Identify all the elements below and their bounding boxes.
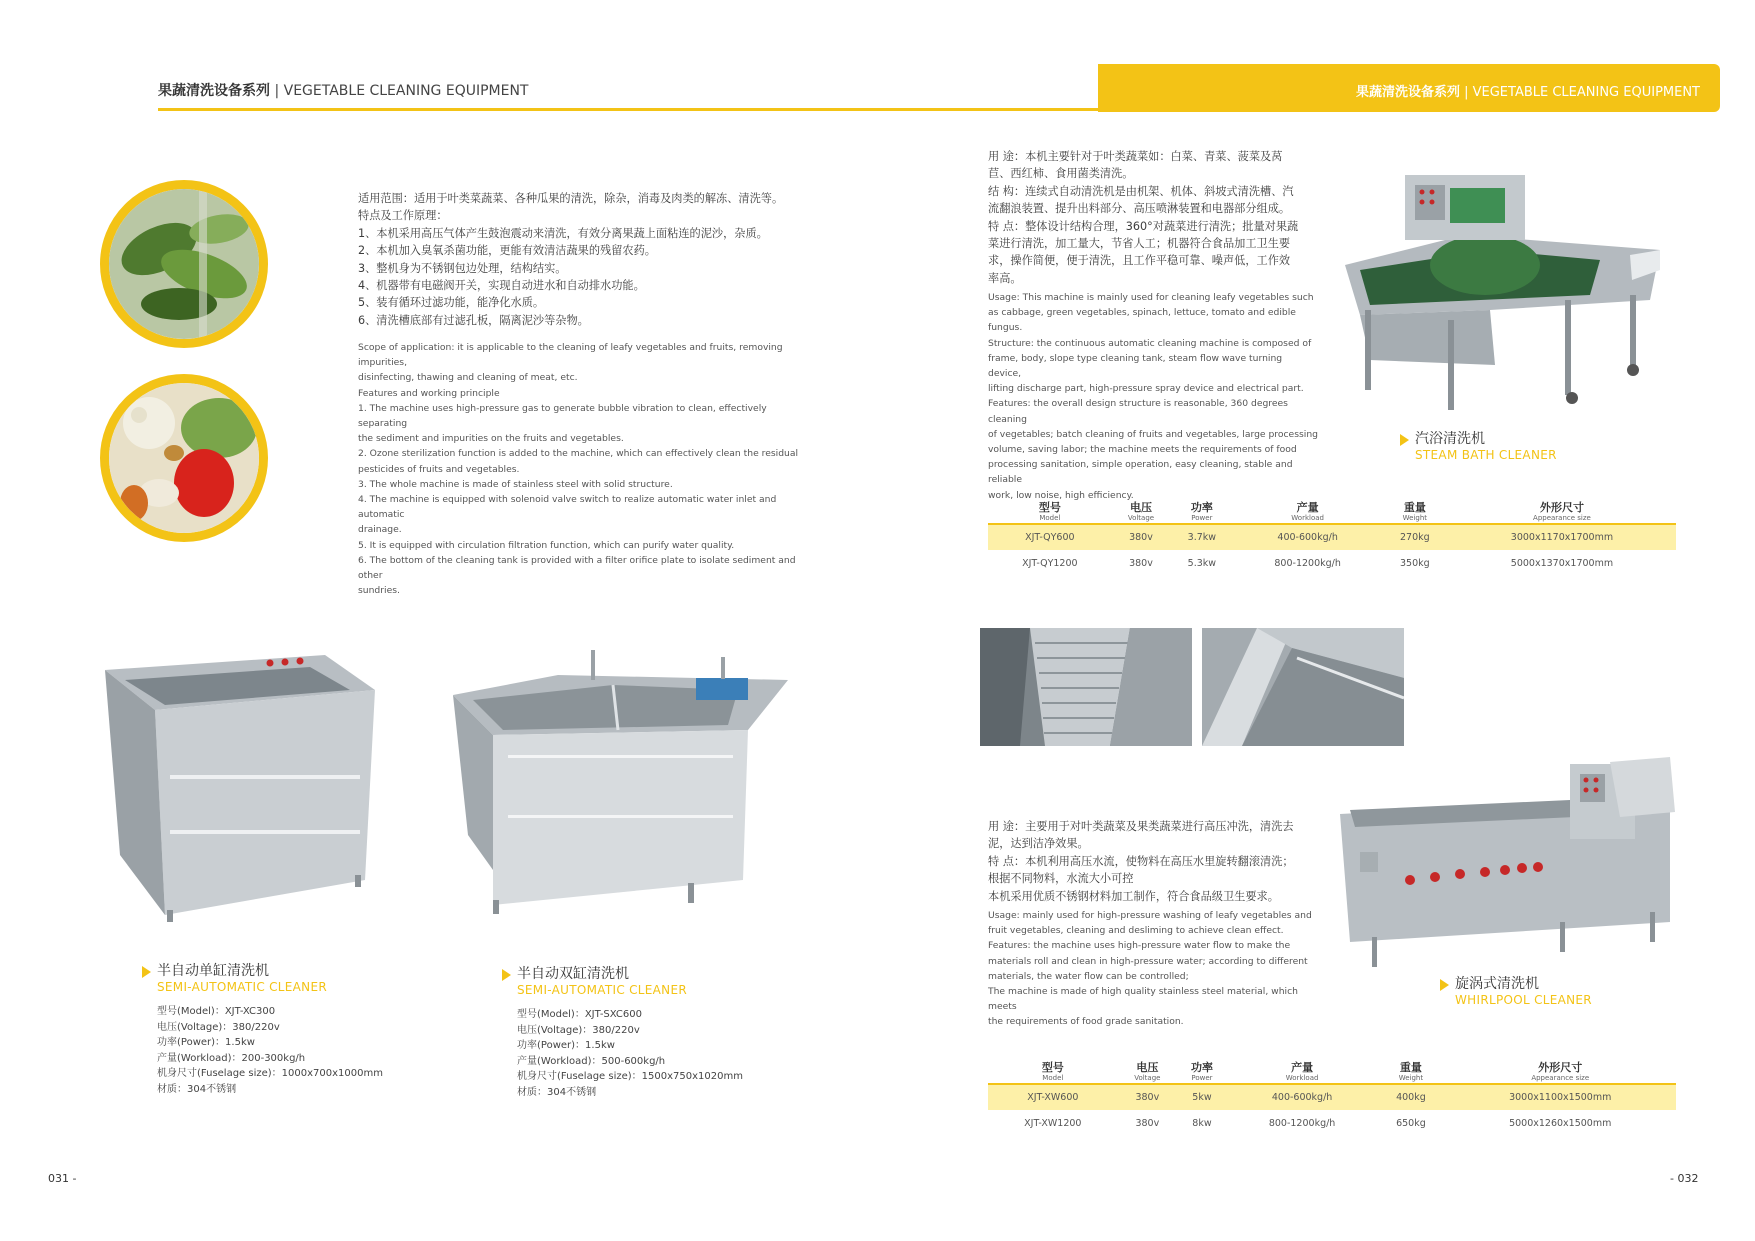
intro-cn-line: 1、本机采用高压气体产生鼓泡震动来清洗，有效分离果蔬上面粘连的泥沙，杂质。 bbox=[358, 226, 768, 240]
tank-interior-detail-photo bbox=[1202, 628, 1404, 746]
col-weight: 重量 Weight bbox=[1398, 1061, 1424, 1082]
intro-en-line: drainage. bbox=[358, 524, 402, 536]
caption-triangle-icon bbox=[1440, 979, 1449, 991]
intro-en-line: the sediment and impurities on the fruits and vegetables. bbox=[358, 433, 624, 445]
table-row bbox=[988, 1110, 1676, 1136]
spec-line: 材质：304不锈钢 bbox=[517, 1086, 597, 1098]
spec-line: 机身尺寸(Fuselage size)：1500x750x1020mm bbox=[517, 1071, 743, 1083]
table-row bbox=[988, 524, 1676, 550]
steam-desc-cn-line: 求，操作简便，便于清洗，且工作平稳可靠、噪声低，工作效 bbox=[988, 254, 1291, 268]
spec-line: 产量(Workload)：200-300kg/h bbox=[157, 1052, 306, 1064]
steam-desc-cn-line: 结 构：连续式自动清洗机是由机架、机体、斜坡式清洗槽、汽 bbox=[988, 184, 1294, 198]
cell: 800-1200kg/h bbox=[1268, 1117, 1336, 1129]
product-specs bbox=[157, 1004, 442, 1098]
steam-desc-en-line: volume, saving labor; the machine meets the requirements of food bbox=[988, 444, 1297, 456]
header-separator: | bbox=[274, 83, 280, 99]
caption-triangle-icon bbox=[502, 969, 511, 981]
steam-desc-en bbox=[988, 290, 1318, 503]
product-name-en: SEMI-AUTOMATIC CLEANER bbox=[517, 983, 687, 997]
col-power: 功率 Power bbox=[1190, 1061, 1213, 1082]
whirl-desc-en-line: Usage: mainly used for high-pressure washing of leafy vegetables and bbox=[988, 910, 1312, 921]
intro-cn bbox=[358, 190, 818, 329]
spec-line: 材质：304不锈钢 bbox=[157, 1083, 237, 1095]
product-caption-single bbox=[142, 962, 442, 1098]
steam-spec-table bbox=[988, 502, 1676, 576]
cell: 380v bbox=[1112, 524, 1171, 550]
left-page-header bbox=[158, 80, 529, 100]
whirl-spec-table bbox=[988, 1062, 1676, 1136]
col-power: 功率 Power bbox=[1190, 501, 1213, 522]
spec-line: 产量(Workload)：500-600kg/h bbox=[517, 1055, 666, 1067]
product-specs bbox=[517, 1007, 822, 1101]
caption-triangle-icon bbox=[142, 966, 151, 978]
cell: 3000x1100x1500mm bbox=[1444, 1084, 1676, 1110]
cell: 270kg bbox=[1382, 524, 1448, 550]
intro-en-line: pesticides of fruits and vegetables. bbox=[358, 463, 520, 475]
col-size: 外形尺寸 Appearance size bbox=[1531, 1061, 1590, 1082]
intro-en-line: 1. The machine uses high-pressure gas to generate bubble vibration to clean, effectively separating bbox=[358, 402, 767, 430]
whirl-desc-en-line: materials roll and clean in high-pressure water; according to different bbox=[988, 955, 1308, 967]
col-workload: 产量 Workload bbox=[1291, 501, 1324, 522]
intro-en-line: sundries. bbox=[358, 585, 400, 597]
product-name-cn: 汽浴清洗机 bbox=[1415, 431, 1485, 447]
steam-desc-en-line: Structure: the continuous automatic cleaning machine is composed of bbox=[988, 337, 1312, 349]
cell: XJT-XW1200 bbox=[1024, 1117, 1082, 1129]
whirlpool-cleaner-photo bbox=[1340, 752, 1680, 974]
col-voltage: 电压 Voltage bbox=[1127, 501, 1155, 522]
cell: 3.7kw bbox=[1170, 524, 1233, 550]
col-weight: 重量 Weight bbox=[1402, 501, 1428, 522]
intro-cn-line: 特点及工作原理： bbox=[358, 209, 448, 223]
cell: 5000x1260x1500mm bbox=[1509, 1117, 1612, 1129]
spec-line: 型号(Model)：XJT-SXC600 bbox=[517, 1009, 642, 1020]
col-voltage: 电压 Voltage bbox=[1134, 1061, 1161, 1082]
header-en-right: VEGETABLE CLEANING EQUIPMENT bbox=[1472, 85, 1700, 100]
whirl-desc-en-line: the requirements of food grade sanitation. bbox=[988, 1016, 1184, 1028]
col-workload: 产量 Workload bbox=[1285, 1061, 1319, 1082]
whirl-desc-cn-line: 本机采用优质不锈钢材料加工制作，符合食品级卫生要求。 bbox=[988, 889, 1279, 903]
cell: XJT-QY600 bbox=[988, 524, 1112, 550]
header-cn-right: 果蔬清洗设备系列 bbox=[1355, 85, 1460, 100]
cell: 800-1200kg/h bbox=[1274, 557, 1341, 569]
spec-line: 型号(Model)：XJT-XC300 bbox=[157, 1006, 276, 1017]
cell: XJT-XW600 bbox=[988, 1084, 1118, 1110]
double-tank-cleaner-photo bbox=[448, 645, 793, 930]
header-rule bbox=[158, 108, 1098, 111]
cell: 3000x1170x1700mm bbox=[1448, 524, 1676, 550]
steam-desc-en-line: lifting discharge part, high-pressure spray device and electrical part. bbox=[988, 383, 1304, 395]
cell: 380v bbox=[1129, 557, 1153, 569]
product-caption-double bbox=[502, 965, 822, 1101]
spec-line: 电压(Voltage)：380/220v bbox=[157, 1021, 280, 1033]
intro-en-line: Scope of application: it is applicable to the cleaning of leafy vegetables and fruits, removing impurities, bbox=[358, 342, 783, 369]
intro-cn-line: 3、整机身为不锈钢包边处理，结构结实。 bbox=[358, 261, 567, 275]
whirl-desc-en bbox=[988, 908, 1318, 1030]
steam-desc-en-line: work, low noise, high efficiency. bbox=[988, 489, 1134, 501]
col-model: 型号 Model bbox=[1041, 1061, 1064, 1082]
mesh-belt-detail-photo bbox=[980, 628, 1192, 746]
whirl-desc-en-line: Features: the machine uses high-pressure water flow to make the bbox=[988, 940, 1291, 952]
cell: 5000x1370x1700mm bbox=[1510, 557, 1614, 569]
steam-desc-en-line: as cabbage, green vegetables, spinach, lettuce, tomato and edible bbox=[988, 307, 1296, 319]
intro-cn-line: 2、本机加入臭氧杀菌功能，更能有效清洁蔬果的残留农药。 bbox=[358, 244, 656, 258]
single-tank-cleaner-photo bbox=[95, 645, 380, 925]
whirl-desc-cn-line: 特 点：本机利用高压水流，使物料在高压水里旋转翻滚清洗； bbox=[988, 854, 1294, 868]
steam-bath-cleaner-photo bbox=[1340, 170, 1660, 440]
intro-cn-line: 5、装有循环过滤功能，能净化水质。 bbox=[358, 296, 545, 310]
whirl-desc-en-line: materials, the water flow can be controlled; bbox=[988, 970, 1189, 982]
intro-en-line: 4. The machine is equipped with solenoid valve switch to realize automatic water inlet and automatic bbox=[358, 494, 777, 521]
intro-cn-line: 6、清洗槽底部有过滤孔板，隔离泥沙等杂物。 bbox=[358, 313, 589, 327]
page-number-left: 031 - bbox=[48, 1172, 77, 1185]
spec-line: 电压(Voltage)：380/220v bbox=[517, 1024, 640, 1036]
spec-line: 功率(Power)：1.5kw bbox=[517, 1040, 615, 1052]
product-name-en: WHIRLPOOL CLEANER bbox=[1455, 993, 1592, 1007]
steam-desc-cn-line: 特 点：整体设计结构合理，360°对蔬菜进行清洗；批量对果蔬 bbox=[988, 219, 1299, 233]
spec-line: 机身尺寸(Fuselage size)：1000x700x1000mm bbox=[157, 1068, 383, 1080]
whirl-desc-cn bbox=[988, 818, 1318, 905]
header-separator-right: | bbox=[1464, 85, 1469, 100]
cell: 380v bbox=[1135, 1117, 1160, 1129]
vegetables-photo bbox=[100, 374, 268, 542]
cell: 400-600kg/h bbox=[1234, 524, 1382, 550]
col-model: 型号 Model bbox=[1038, 501, 1061, 522]
steam-desc-en-line: frame, body, slope type cleaning tank, steam flow wave turning device, bbox=[988, 352, 1283, 380]
steam-desc-cn-line: 流翻浪装置、提升出料部分、高压喷淋装置和电器部分组成。 bbox=[988, 202, 1291, 216]
table-row bbox=[988, 1084, 1676, 1110]
cell: 400-600kg/h bbox=[1227, 1084, 1377, 1110]
cell: 5kw bbox=[1177, 1084, 1227, 1110]
product-name-cn: 半自动单缸清洗机 bbox=[157, 963, 269, 979]
whirl-desc-cn-line: 根据不同物料，水流大小可控 bbox=[988, 872, 1134, 886]
intro-en-line: Features and working principle bbox=[358, 387, 500, 399]
spec-line: 功率(Power)：1.5kw bbox=[157, 1037, 255, 1049]
intro-cn-line: 4、机器带有电磁阀开关，实现自动进水和自动排水功能。 bbox=[358, 279, 645, 293]
whirl-caption bbox=[1440, 975, 1650, 1007]
steam-desc-cn bbox=[988, 148, 1313, 287]
product-name-en: SEMI-AUTOMATIC CLEANER bbox=[157, 980, 327, 994]
steam-desc-en-line: Features: the overall design structure is reasonable, 360 degrees cleaning bbox=[988, 398, 1288, 425]
steam-desc-cn-line: 苣、西红柿、食用菌类清洗。 bbox=[988, 167, 1134, 181]
steam-desc-en-line: Usage: This machine is mainly used for cleaning leafy vegetables such bbox=[988, 292, 1314, 303]
right-page-header bbox=[1098, 64, 1720, 112]
steam-desc-cn-line: 菜进行清洗，加工量大，节省人工；机器符合食品加工卫生要 bbox=[988, 237, 1291, 251]
cell: 350kg bbox=[1400, 557, 1430, 569]
intro-en-line: disinfecting, thawing and cleaning of meat, etc. bbox=[358, 372, 578, 384]
col-size: 外形尺寸 Appearance size bbox=[1533, 501, 1591, 522]
intro-en-line: 2. Ozone sterilization function is added to the machine, which can effectively clean the residual bbox=[358, 448, 799, 460]
cell: 380v bbox=[1118, 1084, 1177, 1110]
table-row bbox=[988, 550, 1676, 576]
intro-cn-line: 适用范围：适用于叶类菜蔬菜、各种瓜果的清洗，除杂，消毒及肉类的解冻、清洗等。 bbox=[358, 192, 784, 205]
steam-spec-table-wrap bbox=[988, 502, 1676, 576]
product-name-cn: 旋涡式清洗机 bbox=[1455, 976, 1539, 992]
cell: XJT-QY1200 bbox=[1022, 557, 1078, 569]
whirl-desc-en-line: fruit vegetables, cleaning and desliming to achieve clean effect. bbox=[988, 925, 1284, 937]
whirl-desc-cn-line: 泥，达到洁净效果。 bbox=[988, 837, 1089, 851]
steam-desc-en-line: fungus. bbox=[988, 322, 1023, 334]
steam-desc-en-line: of vegetables; batch cleaning of fruits and vegetables, large processing bbox=[988, 428, 1318, 440]
page-number-right: - 032 bbox=[1670, 1172, 1699, 1185]
cell: 400kg bbox=[1377, 1084, 1444, 1110]
intro-en bbox=[358, 340, 818, 598]
product-name-cn: 半自动双缸清洗机 bbox=[517, 966, 629, 982]
steam-desc-cn-line: 用 途：本机主要针对于叶类蔬菜如：白菜、青菜、菠菜及莴 bbox=[988, 150, 1283, 163]
cell: 5.3kw bbox=[1187, 557, 1217, 569]
whirl-desc-cn-line: 用 途：主要用于对叶类蔬菜及果类蔬菜进行高压冲洗，清洗去 bbox=[988, 820, 1294, 833]
whirl-spec-table-wrap bbox=[988, 1062, 1676, 1136]
leafy-vegetables-photo bbox=[100, 180, 268, 348]
header-cn: 果蔬清洗设备系列 bbox=[158, 83, 270, 99]
whirl-desc-en-line: The machine is made of high quality stainless steel material, which meets bbox=[988, 986, 1298, 1013]
caption-triangle-icon bbox=[1400, 434, 1409, 446]
steam-desc-cn-line: 率高。 bbox=[988, 271, 1022, 285]
intro-en-line: 3. The whole machine is made of stainless steel with solid structure. bbox=[358, 478, 673, 490]
cell: 8kw bbox=[1192, 1117, 1212, 1129]
header-en: VEGETABLE CLEANING EQUIPMENT bbox=[283, 83, 529, 99]
steam-caption bbox=[1400, 430, 1600, 462]
cell: 650kg bbox=[1396, 1117, 1426, 1129]
steam-desc-en-line: processing sanitation, simple operation, easy cleaning, stable and reliable bbox=[988, 459, 1293, 486]
intro-en-line: 5. It is equipped with circulation filtration function, which can purify water quality. bbox=[358, 539, 735, 551]
intro-en-line: 6. The bottom of the cleaning tank is provided with a filter orifice plate to isolate sediment and other bbox=[358, 554, 796, 582]
product-name-en: STEAM BATH CLEANER bbox=[1415, 448, 1557, 462]
